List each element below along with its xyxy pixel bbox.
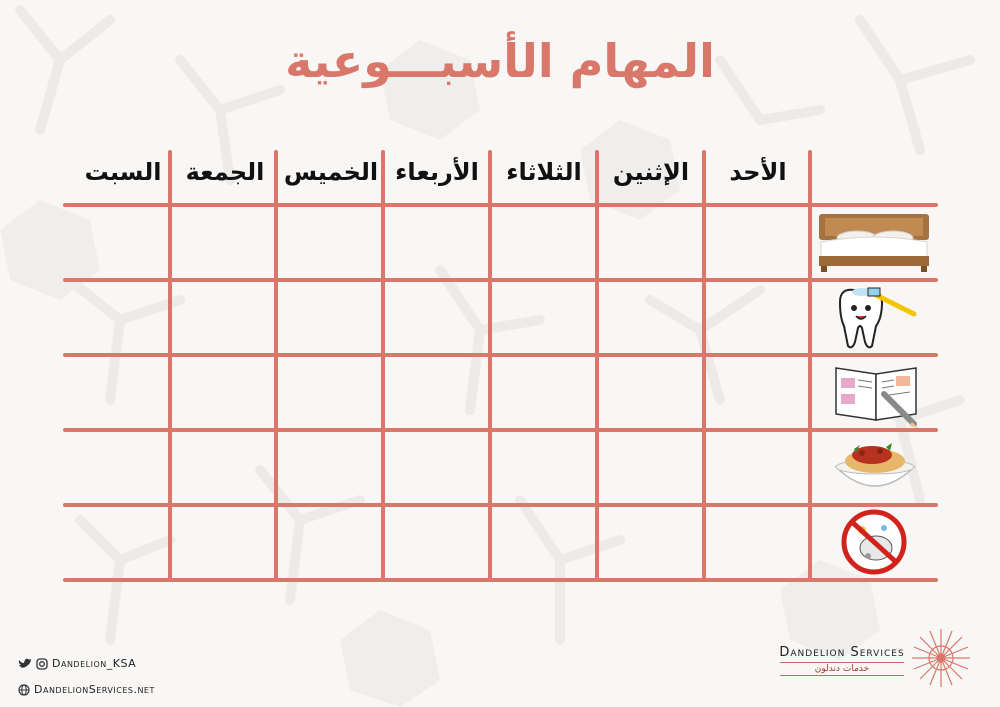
grid-column-line [381,150,385,580]
website-text: DandelionServices.net [34,683,155,696]
grid-row-line [63,203,938,207]
tooth-brushing-icon [832,284,920,352]
instagram-icon [36,658,48,670]
grid-row-line [63,428,938,432]
brand-block [774,645,910,676]
grid-column-line [808,150,812,580]
page-title: المهام الأسبـــوعية [285,34,715,88]
day-header-tuesday: الثلاثاء [506,158,582,186]
day-header-thursday: الخميس [283,158,379,186]
social-handle[interactable] [18,657,136,670]
day-header-saturday: السبت [84,158,162,186]
brand-arabic-name: خدمات دندلون [780,662,904,676]
day-header-wednesday: الأربعاء [395,158,479,186]
grid-column-line [274,150,278,580]
no-messy-room-icon [838,508,910,576]
grid-row-line [63,278,938,282]
website-link[interactable] [18,683,155,696]
open-book-pencil-icon [832,360,922,430]
grid-column-line [168,150,172,580]
day-header-monday: الإثنين [612,158,690,186]
spaghetti-plate-icon [832,437,918,499]
grid-row-line [63,578,938,582]
day-header-sunday: الأحد [729,158,787,186]
dandelion-logo-icon [910,627,972,689]
bed-icon [815,212,933,274]
grid-column-line [488,150,492,580]
day-header-friday: الجمعة [185,158,265,186]
globe-icon [18,684,30,696]
grid-column-line [595,150,599,580]
grid-row-line [63,503,938,507]
social-handle-text: Dandelion_KSA [52,657,137,670]
grid-row-line [63,353,938,357]
grid-column-line [702,150,706,580]
brand-name: Dandelion Services [779,645,905,660]
twitter-icon [18,658,32,670]
